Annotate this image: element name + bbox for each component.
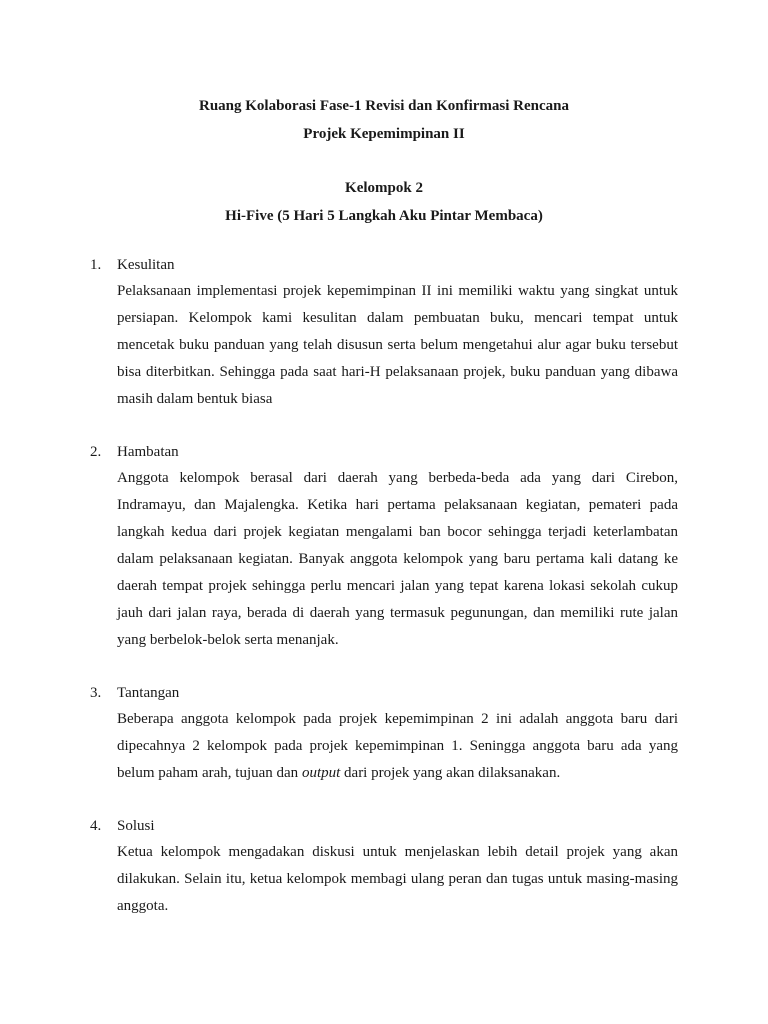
- section-title: Solusi: [117, 818, 155, 834]
- body-italic-text: output: [301, 765, 341, 781]
- body-text: Beberapa anggota kelompok pada projek kepemimpinan 2 ini adalah anggota baru dari dipecahnya 2 kelompok pada projek kepemimpinan 1. Seningga anggota baru ada yang belum paham arah, tujuan dan: [117, 711, 678, 781]
- body-text: dari projek yang akan dilaksanakan.: [340, 765, 561, 781]
- section-number: 2.: [90, 444, 102, 460]
- section-heading: [90, 439, 678, 465]
- document-subtitle: Projek Kepemimpinan II: [303, 126, 465, 142]
- section-heading: [90, 680, 678, 706]
- section-solusi: [90, 813, 678, 920]
- group-name: Kelompok 2: [345, 180, 423, 196]
- document-header: [90, 92, 678, 230]
- section-body: Ketua kelompok mengadakan diskusi untuk menjelaskan lebih detail projek yang akan dilakukan. Selain itu, ketua kelompok membagi ulang peran dan tugas untuk masing-masing anggota.: [117, 844, 678, 914]
- section-title: Kesulitan: [117, 257, 175, 273]
- section-number: 4.: [90, 818, 102, 834]
- section-heading: [90, 252, 678, 278]
- section-body: Anggota kelompok berasal dari daerah yang berbeda-beda ada yang dari Cirebon, Indramayu, dan Majalengka. Ketika hari pertama pelaksanaan kegiatan, pemateri pada langkah kedua dari projek kegiatan mengalami ban bocor sehingga terjadi keterlambatan dalam pelaksanaan kegiatan. Banyak anggota kelompok yang baru pertama kali datang ke daerah tempat projek sehingga perlu mencari jalan yang tepat karena lokasi sekolah cukup jauh dari jalan raya, berada di daerah yang termasuk pegunungan, dan memiliki rute jalan yang berbelok-belok serta menanjak.: [117, 470, 678, 648]
- section-hambatan: [90, 439, 678, 654]
- section-heading: [90, 813, 678, 839]
- section-list: [90, 252, 678, 920]
- section-body: [117, 706, 678, 787]
- document-title: Ruang Kolaborasi Fase-1 Revisi dan Konfirmasi Rencana: [198, 98, 570, 114]
- section-number: 1.: [90, 257, 102, 273]
- section-kesulitan: [90, 252, 678, 413]
- project-name: Hi-Five (5 Hari 5 Langkah Aku Pintar Membaca): [225, 208, 543, 224]
- section-body: Pelaksanaan implementasi projek kepemimpinan II ini memiliki waktu yang singkat untuk persiapan. Kelompok kami kesulitan dalam pembuatan buku, mencari tempat untuk mencetak buku panduan yang telah disusun serta belum mengetahui alur agar buku tersebut bisa diterbitkan. Sehingga pada saat hari-H pelaksanaan projek, buku panduan yang dibawa masih dalam bentuk biasa: [117, 283, 678, 407]
- section-title: Tantangan: [117, 685, 180, 701]
- section-title: Hambatan: [117, 444, 179, 460]
- section-number: 3.: [90, 685, 102, 701]
- section-tantangan: [90, 680, 678, 787]
